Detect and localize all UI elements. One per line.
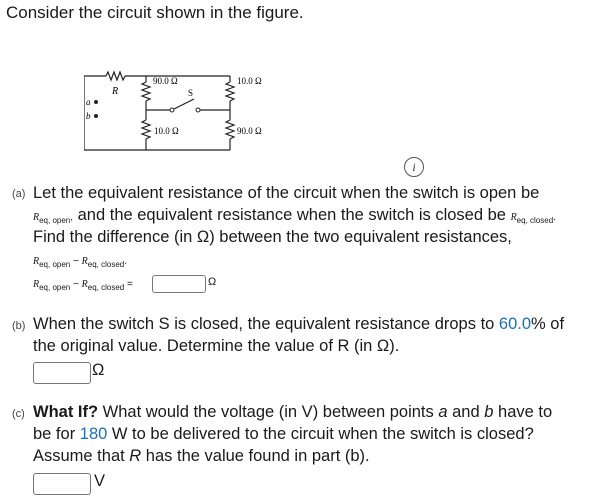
power-value: 180 xyxy=(79,425,108,443)
part-a-line2: $R_{eq, open}$, and the equivalent resistance when the switch is closed be $R_{eq, closed}$. xyxy=(33,206,556,225)
percent-value: 60.0 xyxy=(498,315,532,333)
resistor-R xyxy=(106,72,125,80)
label-r3: 10.0 Ω xyxy=(154,126,179,136)
part-c-line3: Assume that R has the value found in part (b). xyxy=(33,447,370,465)
resistor-10-right xyxy=(226,82,234,101)
resistor-10-left xyxy=(142,120,150,139)
info-icon[interactable]: i xyxy=(404,157,424,177)
switch-contact-right xyxy=(196,108,200,112)
part-a-unit: Ω xyxy=(208,276,217,288)
part-a-input[interactable] xyxy=(152,275,206,293)
part-c-line2: be for 180 W to be delivered to the circuit when the switch is closed? xyxy=(33,425,534,443)
resistor-90-right xyxy=(226,120,234,139)
resistor-90-left xyxy=(142,82,150,101)
label-a: a xyxy=(86,97,91,107)
part-b-letter: (b) xyxy=(12,320,26,332)
label-b: b xyxy=(86,111,91,121)
switch-blade xyxy=(174,99,194,109)
label-r4: 90.0 Ω xyxy=(237,126,262,136)
part-a-line3: Find the difference (in Ω) between the two equivalent resistances, xyxy=(33,228,512,246)
part-c-unit: V xyxy=(94,472,106,490)
part-a-line1: Let the equivalent resistance of the circuit when the switch is open be xyxy=(33,184,540,202)
part-a-letter: (a) xyxy=(12,188,26,200)
label-r2: 10.0 Ω xyxy=(237,76,262,86)
part-b-input[interactable] xyxy=(33,362,91,384)
label-R: R xyxy=(112,86,119,97)
circuit-figure xyxy=(84,64,274,154)
label-r1: 90.0 Ω xyxy=(153,76,178,86)
switch-contact-left xyxy=(170,108,174,112)
label-switch: S xyxy=(188,88,194,98)
part-a-answer-label: $R_{eq, open} - R_{eq, closed}$ = xyxy=(33,279,133,292)
terminal-a xyxy=(94,100,98,104)
intro-text: Consider the circuit shown in the figure. xyxy=(6,3,304,22)
part-b-line1: When the switch S is closed, the equivalent resistance drops to 60.0% of xyxy=(33,315,565,333)
part-b-unit: Ω xyxy=(92,361,105,379)
part-c-line1: What If? What would the voltage (in V) between points a and b have to xyxy=(33,403,553,421)
part-b-line2: the original value. Determine the value of R (in Ω). xyxy=(33,337,400,355)
part-a-expression: $R_{eq, open} - R_{eq, closed}$. xyxy=(33,256,128,269)
part-c-letter: (c) xyxy=(12,408,25,420)
terminal-b xyxy=(94,114,98,118)
part-c-input[interactable] xyxy=(33,473,91,495)
